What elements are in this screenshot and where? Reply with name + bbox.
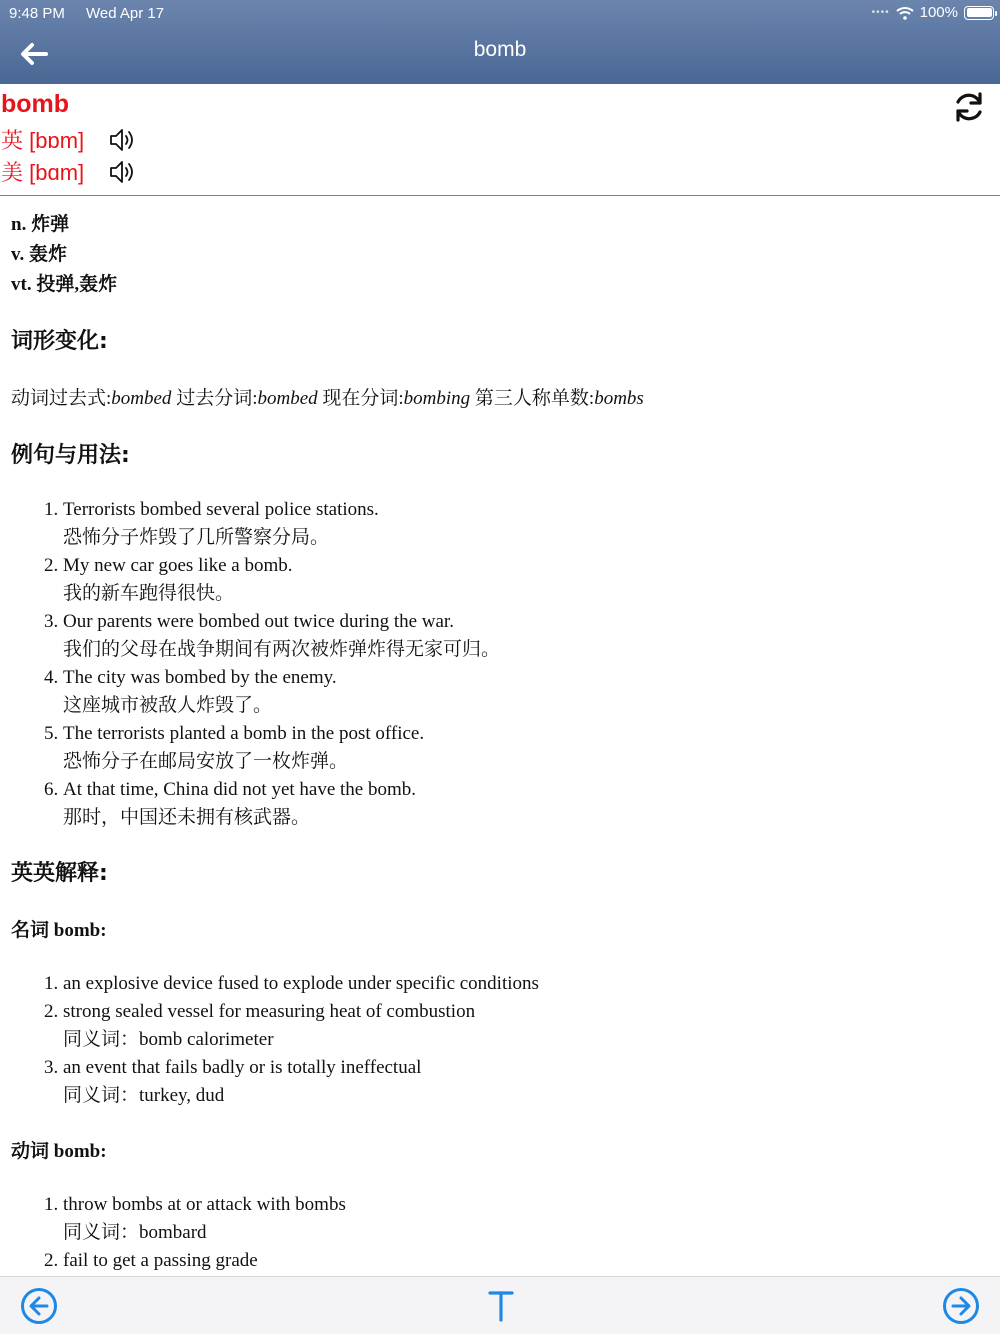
noun-heading — [11, 915, 1000, 946]
gloss-item — [63, 1247, 1000, 1275]
word-forms — [11, 384, 1000, 414]
example-item — [63, 608, 1000, 664]
form-label: 第三人称单数: — [474, 388, 595, 409]
uk-pronunciation — [1, 124, 138, 155]
gloss-item — [63, 970, 1000, 998]
example-en: The terrorists planted a bomb in the post office. — [63, 723, 425, 744]
circle-arrow-right-icon — [942, 1287, 980, 1325]
status-bar — [0, 0, 1000, 28]
gloss-synonyms: 同义词：bomb calorimeter — [63, 1029, 274, 1050]
status-date: Wed Apr 17 — [86, 5, 165, 22]
us-pronunciation — [1, 156, 138, 187]
definition-line — [11, 270, 1000, 300]
verb-heading-en: bomb: — [49, 1141, 107, 1162]
example-zh: 这座城市被敌人炸毁了。 — [63, 695, 273, 716]
noun-heading-zh: 名词 — [11, 919, 50, 941]
example-zh: 恐怖分子炸毁了几所警察分局。 — [63, 527, 330, 548]
example-item — [63, 776, 1000, 832]
status-right — [872, 4, 994, 21]
next-word-button[interactable] — [942, 1287, 980, 1325]
example-en: My new car goes like a bomb. — [63, 555, 293, 576]
gloss-synonyms: 同义词：bombard — [63, 1222, 207, 1243]
example-item — [63, 496, 1000, 552]
examples-title: 例句与用法: — [11, 443, 130, 468]
refresh-button[interactable] — [952, 90, 986, 124]
definition-meaning: 炸弹 — [31, 214, 70, 235]
basic-definitions — [11, 210, 1000, 300]
gloss-text: strong sealed vessel for measuring heat of combustion — [63, 1001, 476, 1022]
verb-heading — [11, 1136, 1000, 1167]
definition-meaning: 轰炸 — [28, 244, 67, 265]
form-value: bombed — [111, 388, 172, 409]
circle-arrow-left-icon — [20, 1287, 58, 1325]
text-size-icon — [486, 1287, 516, 1325]
example-en: Our parents were bombed out twice during the war. — [63, 611, 454, 632]
example-en: The city was bombed by the enemy. — [63, 667, 337, 688]
definition-line — [11, 210, 1000, 240]
cellular-icon: •••• — [871, 7, 890, 18]
noun-gloss-list — [63, 970, 1000, 1110]
nav-bar — [0, 28, 1000, 84]
page-title: bomb — [473, 38, 527, 61]
font-size-button[interactable] — [486, 1287, 516, 1325]
gloss-synonyms: 同义词：turkey, dud — [63, 1085, 225, 1106]
speaker-icon — [108, 125, 138, 155]
battery-icon — [964, 6, 994, 20]
verb-gloss-list — [63, 1191, 1000, 1275]
definition-line — [11, 240, 1000, 270]
word-forms-title: 词形变化: — [11, 329, 108, 354]
wifi-icon — [896, 6, 914, 20]
example-zh: 恐怖分子在邮局安放了一枚炸弹。 — [63, 751, 349, 772]
form-value: bombs — [594, 388, 644, 409]
noun-heading-en: bomb: — [49, 920, 107, 941]
form-label: 动词过去式: — [11, 388, 112, 409]
example-zh: 我的新车跑得很快。 — [63, 583, 235, 604]
previous-word-button[interactable] — [20, 1287, 58, 1325]
form-label: 过去分词: — [176, 388, 258, 409]
status-time: 9:48 PM — [9, 5, 65, 22]
part-of-speech: n. — [11, 214, 27, 235]
us-speaker-button[interactable] — [108, 157, 138, 187]
form-value: bombed — [257, 388, 318, 409]
form-value: bombing — [403, 388, 471, 409]
gloss-text: an explosive device fused to explode under specific conditions — [63, 973, 539, 994]
gloss-text: an event that fails badly or is totally ineffectual — [63, 1057, 422, 1078]
top-bar — [0, 0, 1000, 84]
battery-percent: 100% — [919, 4, 958, 21]
word-header — [0, 84, 1000, 196]
examples-list — [63, 496, 1000, 832]
gloss-item — [63, 998, 1000, 1054]
verb-heading-zh: 动词 — [11, 1140, 50, 1162]
example-zh: 我们的父母在战争期间有两次被炸弹炸得无家可归。 — [63, 639, 501, 660]
gloss-item — [63, 1054, 1000, 1110]
example-en: At that time, China did not yet have the bomb. — [63, 779, 417, 800]
part-of-speech: vt. — [11, 274, 32, 295]
speaker-icon — [108, 157, 138, 187]
form-label: 现在分词: — [322, 388, 404, 409]
example-zh: 那时，中国还未拥有核武器。 — [63, 807, 311, 828]
headword: bomb — [1, 90, 70, 118]
example-item — [63, 664, 1000, 720]
uk-speaker-button[interactable] — [108, 125, 138, 155]
english-explanation-title: 英英解释: — [11, 861, 108, 886]
example-item — [63, 720, 1000, 776]
gloss-text: throw bombs at or attack with bombs — [63, 1194, 346, 1215]
uk-phonetic: 英 [bɒm] — [1, 128, 85, 153]
example-item — [63, 552, 1000, 608]
definition-meaning: 投弹,轰炸 — [36, 274, 118, 295]
part-of-speech: v. — [11, 244, 25, 265]
definition-content[interactable] — [0, 198, 1000, 1276]
bottom-toolbar — [0, 1276, 1000, 1334]
gloss-text: fail to get a passing grade — [63, 1250, 258, 1271]
example-en: Terrorists bombed several police stations. — [63, 499, 379, 520]
gloss-item — [63, 1191, 1000, 1247]
refresh-icon — [952, 90, 986, 124]
us-phonetic: 美 [bɑm] — [1, 160, 85, 185]
